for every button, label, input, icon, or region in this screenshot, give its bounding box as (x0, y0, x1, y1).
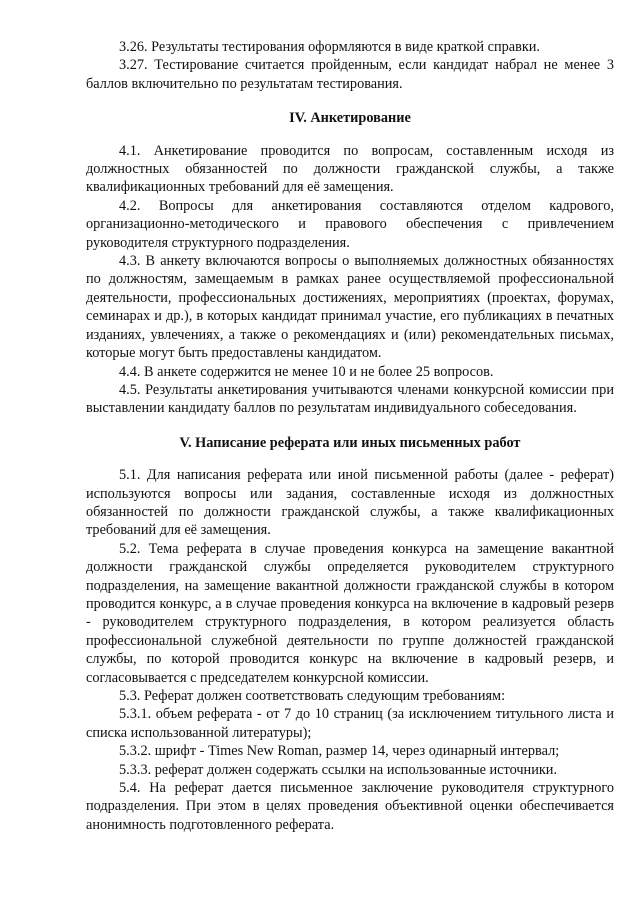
paragraph-5-3: 5.3. Реферат должен соответствовать следующим требованиям: (119, 688, 506, 704)
paragraph-4-4: 4.4. В анкете содержится не менее 10 и не более 25 вопросов. (119, 363, 494, 380)
spacer (86, 418, 614, 434)
section-heading-iv: IV. Анкетирование (289, 110, 411, 127)
spacer (86, 452, 614, 466)
paragraph-5-2: 5.2. Тема реферата в случае проведения конкурса на замещение вакантной должности гражданской службы определяется руководителем структурного подразделения, на замещение вакантной должности гражданской службы в котором проводится конкурс, а в случае проведения конкурса на включение в кадровый резерв - руководителем структурного подразделения, в котором реализуется область профессиональной служебной деятельности по группе должностей гражданской службы, по которой проводится конкурс на включение в кадровый резерв, и согласовывается с председателем конкурсной комиссии. (86, 540, 614, 686)
paragraph-4-2: 4.2. Вопросы для анкетирования составляются отделом кадрового, организационно-методического и правового обеспечения с привлечением руководителя структурного подразделения. (86, 197, 614, 251)
paragraph-5-3-1: 5.3.1. объем реферата - от 7 до 10 страниц (за исключением титульного листа и списка использованной литературы); (86, 706, 614, 741)
paragraph-3-26: 3.26. Результаты тестирования оформляются в виде краткой справки. (119, 39, 541, 55)
paragraph-5-1: 5.1. Для написания реферата или иной письменной работы (далее - реферат) используются вопросы или задания, составленные исходя из должностных обязанностей по должности гражданской службы, а также квалификационных требований для её замещения. (86, 467, 614, 539)
paragraph-3-27: 3.27. Тестирование считается пройденным, если кандидат набрал не менее 3 баллов включительно по результатам тестирования. (86, 57, 614, 92)
section-heading-v: V. Написание реферата или иных письменных работ (179, 434, 521, 451)
paragraph-4-1: 4.1. Анкетирование проводится по вопросам, составленным исходя из должностных обязанностей по должности гражданской службы, а также квалификационных требований для её замещения. (86, 142, 614, 196)
spacer (86, 93, 614, 109)
paragraph-4-5: 4.5. Результаты анкетирования учитываются членами конкурсной комиссии при выставлении кандидату баллов по результатам индивидуального собеседования. (86, 381, 614, 417)
paragraph-5-3-2: 5.3.2. шрифт - Times New Roman, размер 14, через одинарный интервал; (119, 743, 560, 760)
document-page (86, 38, 614, 834)
spacer (86, 128, 614, 142)
paragraph-5-4: 5.4. На реферат дается письменное заключение руководителя структурного подразделения. При этом в целях проведения объективной оценки обеспечивается анонимность подготовленного реферата. (86, 780, 614, 833)
paragraph-4-3: 4.3. В анкету включаются вопросы о выполняемых должностных обязанностях по должностям, замещаемым в рамках ранее осуществляемой профессиональной деятельности, профессиональных достижениях, мероприятиях (проектах, форумах, семинарах и др.), в которых кандидат принимал участие, его публикациях в печатных изданиях, увлечениях, а также о рекомендациях и (или) рекомендательных письмах, которые могут быть предоставлены кандидатом. (86, 253, 614, 362)
paragraph-5-3-3: 5.3.3. реферат должен содержать ссылки на использованные источники. (119, 761, 558, 778)
